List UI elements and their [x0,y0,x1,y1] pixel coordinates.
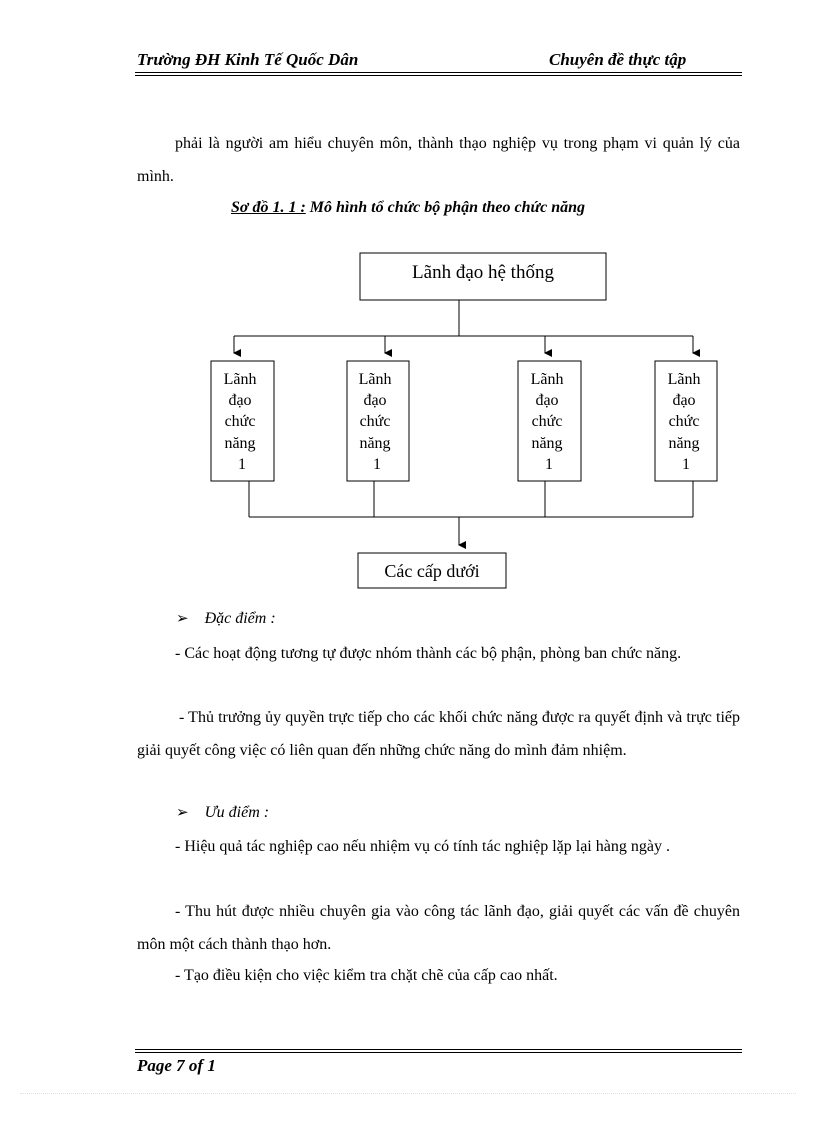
function-box-4 [655,361,717,481]
svg-text:Lãnh đạo chức: Lãnh đạo chức năng 1 [667,371,701,473]
advantage-item: - Hiệu quả tác nghiệp cao nếu nhiệm vụ có tính tác nghiệp lặp lại hàng ngày . [175,838,670,855]
svg-text:Lãnh đạo chức: Lãnh đạo chức năng 1 [358,371,392,473]
footer-rule [135,1052,742,1053]
arrow-bullet-icon: ➢ [176,611,189,627]
svg-text:Lãnh đạo chức: Lãnh đạo chức năng 1 [530,371,564,473]
arrow-bullet-icon: ➢ [176,805,189,821]
advantage-item: - Tạo điều kiện cho việc kiểm tra chặt chẽ của cấp cao nhất. [175,967,558,984]
top-leader-label: Lãnh đạo hệ thống [412,262,554,283]
advantages-heading: ➢ Ưu điểm : [176,804,270,821]
subordinates-label: Các cấp dưới [384,561,480,581]
caption-label: Sơ đồ 1. 1 : [230,199,306,216]
function-box-2 [347,361,409,481]
footer-rule [135,1049,742,1050]
header-school-name: Trường ĐH Kinh Tế Quốc Dân [137,50,359,69]
header-document-title: Chuyên đề thực tập [549,50,687,69]
page-number: Page 7 of 1 [137,1056,216,1075]
page-edge [20,1093,796,1094]
caption-title: Mô hình tổ chức bộ phận theo chức năng [309,199,586,216]
top-connectors [234,300,693,353]
advantage-item: - Thu hút được nhiều chuyên gia vào công tác lãnh đạo, giải quyết các vấn đề chuyên môn một cách thành thạo hơn. [137,903,740,953]
intro-paragraph: phải là người am hiểu chuyên môn, thành thạo nghiệp vụ trong phạm vi quản lý của mình. [137,135,740,185]
features-heading: ➢ Đặc điểm : [176,610,276,627]
top-leader-box [360,253,606,300]
svg-text:Lãnh đạo chức: Lãnh đạo chức năng 1 [223,371,257,473]
function-box-3 [518,361,581,481]
function-box-1 [211,361,274,481]
feature-item: - Thủ trưởng ủy quyền trực tiếp cho các khối chức năng được ra quyết định và trực tiếp giải quyết công việc có liên quan đến những chức năng do mình đảm nhiệm. [137,709,740,759]
bottom-connectors [249,481,693,545]
subordinates-box [358,553,506,588]
feature-item: - Các hoạt động tương tự được nhóm thành các bộ phận, phòng ban chức năng. [175,645,682,662]
